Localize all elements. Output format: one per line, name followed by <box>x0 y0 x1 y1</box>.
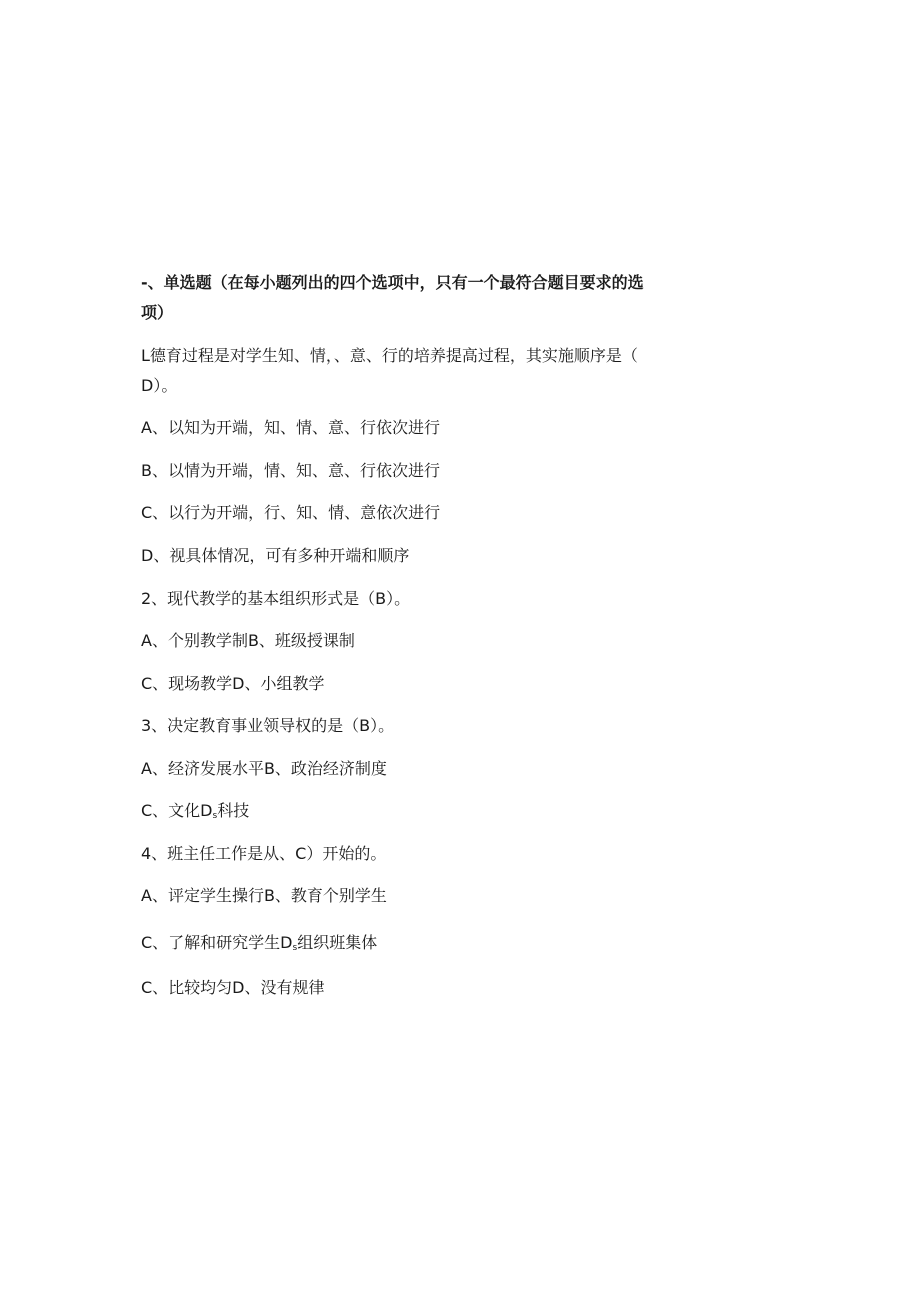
question-1-option-b: B、以情为开端，情、知、意、行依次进行 <box>141 461 440 480</box>
question-1-option-c: C、以行为开端，行、知、情、意依次进行 <box>141 503 441 522</box>
question-4-options-ab: A、评定学生操行B、教育个别学生 <box>141 886 387 905</box>
question-3-option-c-subscript: s <box>212 811 218 821</box>
question-1-option-d: D、视具体情况，可有多种开端和顺序 <box>141 546 410 565</box>
section-heading-line-2: 项） <box>141 303 174 322</box>
question-4-stem: 4、班主任工作是从、C）开始的。 <box>141 844 387 863</box>
question-3-stem: 3、决定教育事业领导权的是（B）。 <box>141 716 395 735</box>
question-2-stem: 2、现代教学的基本组织形式是（B）。 <box>141 589 411 608</box>
question-3-options-cd <box>141 796 701 831</box>
section-heading-line-1: -、单选题（在每小题列出的四个选项中，只有一个最符合题目要求的选 <box>141 273 644 292</box>
question-1-stem-line-1: L德育过程是对学生知、情，、意、行的培养提高过程，其实施顺序是（ <box>141 346 638 365</box>
question-2-options-cd: C、现场教学D、小组教学 <box>141 674 325 693</box>
question-1-option-a: A、以知为开端，知、情、意、行依次进行 <box>141 418 440 437</box>
trailing-options-line: C、比较均匀D、没有规律 <box>141 978 325 997</box>
question-2-options-ab: A、个别教学制B、班级授课制 <box>141 631 355 650</box>
question-4-options-cd <box>141 928 701 963</box>
question-4-option-c-subscript: s <box>292 943 298 953</box>
question-1-stem-line-2: D）。 <box>141 376 178 395</box>
question-3-option-c-suffix: 科技 <box>217 801 250 820</box>
question-3-option-c-prefix: C、文化D <box>141 801 213 820</box>
question-4-option-c-prefix: C、了解和研究学生D <box>141 933 293 952</box>
question-3-options-ab: A、经济发展水平B、政治经济制度 <box>141 759 387 778</box>
question-4-option-c-suffix: 组织班集体 <box>297 933 378 952</box>
